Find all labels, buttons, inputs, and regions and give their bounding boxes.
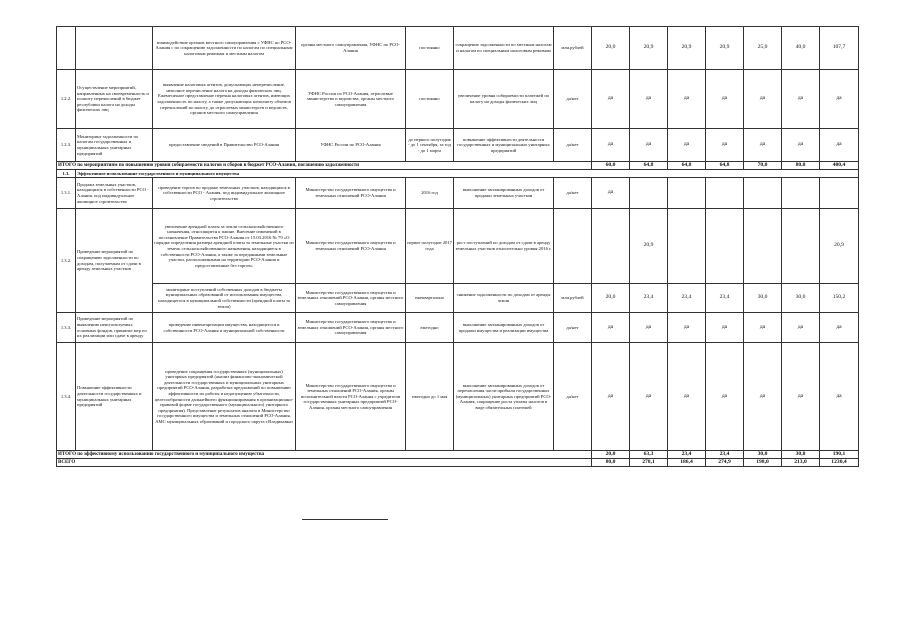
unit-cell: млн.рублей xyxy=(554,27,592,70)
table-row xyxy=(57,70,859,129)
value-cell xyxy=(592,209,630,284)
unit-cell: да/нет xyxy=(554,70,592,129)
result-cell: выполнение запланированных доходов от перечисления части прибыли государственных (муниципальных) унитарных предприятий РСО-Алания, сокращение роста уплаты налогов в виде обязательных платежей xyxy=(454,343,554,451)
footnote-separator xyxy=(302,519,388,520)
row-number: 1.3.3. xyxy=(57,313,76,343)
executor-cell: органы местного самоуправления, УФНС по РСО-Алания xyxy=(296,27,406,70)
value-cell xyxy=(782,178,820,209)
value-cell: да xyxy=(782,343,820,451)
unit-cell: да/нет xyxy=(554,129,592,162)
term-cell: постоянно xyxy=(406,70,454,129)
value-cell: да xyxy=(668,343,706,451)
total-value: 400,4 xyxy=(820,162,859,170)
value-cell: 23,4 xyxy=(630,284,668,313)
action-cell: предоставление сведений в Правительство РСО-Алания xyxy=(153,129,296,162)
value-cell: да xyxy=(706,129,744,162)
value-cell: 107,7 xyxy=(820,27,859,70)
value-cell: да xyxy=(592,129,630,162)
term-cell: до первого полугодия - до 1 сентября, за год - до 1 марта xyxy=(406,129,454,162)
value-cell: да xyxy=(668,129,706,162)
result-cell: выполнение запланированных доходов от продажи земельных участков xyxy=(454,178,554,209)
section-number: 1.3. xyxy=(57,170,76,178)
term-cell: ежегодно до 1 мая xyxy=(406,343,454,451)
subtotal-label: ИТОГО по мероприятиям по повышению уровня собираемости налогов и сборов в бюджет РСО-Алания, погашению задолженности xyxy=(57,162,592,170)
action-cell: мониторинг поступлений собственных доходов в бюджеты муниципальных образований от использования имущества, находящегося в муниципальной собственности (арендной платы за земли) xyxy=(153,284,296,313)
value-cell: 150,2 xyxy=(820,284,859,313)
row-number: 1.2.2. xyxy=(57,70,76,129)
result-cell: выполнение запланированных доходов от продажи имущества и реализации имущества xyxy=(454,313,554,343)
result-cell: снижение задолженности по доходам от аренды земли xyxy=(454,284,554,313)
term-cell: постоянно xyxy=(406,27,454,70)
unit-cell: да/нет xyxy=(554,343,592,451)
value-cell: да xyxy=(782,70,820,129)
value-cell: 20,0 xyxy=(592,284,630,313)
executor-cell: Министерство государственного имущества и земельных отношений РСО-Алания xyxy=(296,178,406,209)
value-cell: 25,0 xyxy=(744,27,782,70)
unit-cell: да/нет xyxy=(554,313,592,343)
value-cell: да xyxy=(630,129,668,162)
value-cell: да xyxy=(820,313,859,343)
value-cell: 20,9 xyxy=(630,27,668,70)
table-row xyxy=(57,178,859,209)
value-cell: 20,9 xyxy=(668,27,706,70)
measure-name xyxy=(76,27,153,70)
total-value: 70,0 xyxy=(744,162,782,170)
action-cell: проведение торгов по продаже земельных участков, находящихся в собственности РСО - Алания, под индивидуальное жилищное строительство xyxy=(153,178,296,209)
subtotal-row xyxy=(57,162,859,170)
total-value: 20,0 xyxy=(592,451,630,459)
value-cell: да xyxy=(744,70,782,129)
action-cell: проведение инвентаризации имущества, находящегося в собственности РСО-Алания и муниципальной собственности xyxy=(153,313,296,343)
value-cell: да xyxy=(592,178,630,209)
total-value: 23,4 xyxy=(668,451,706,459)
measure-name: Проведение мероприятий по выявлению неиспользуемых основных фондов, принятие мер по их реализации или сдаче в аренду xyxy=(76,313,153,343)
term-cell: 2016 год xyxy=(406,178,454,209)
value-cell: да xyxy=(592,313,630,343)
value-cell xyxy=(782,209,820,284)
measure-name: Продажа земельных участков, находящихся в собственности РСО - Алания, под индивидуальное жилищное строительство xyxy=(76,178,153,209)
executor-cell: Министерство государственного имущества и земельных отношений РСО-Алания, органы местного самоуправления xyxy=(296,284,406,313)
value-cell: да xyxy=(782,313,820,343)
result-cell: сокращение задолженности по местным налогам и налогам по специальным налоговым режимам xyxy=(454,27,554,70)
executor-cell: Министерство государственного имущества и земельных отношений РСО-Алания, органы исполнительной власти РСО-Алания с учредители государственных унитарных предприятий РСО-Алания, органы местного самоуправления xyxy=(296,343,406,451)
table-row xyxy=(57,343,859,451)
value-cell xyxy=(706,209,744,284)
grand-total-label: ВСЕГО xyxy=(57,459,592,467)
value-cell: да xyxy=(706,343,744,451)
value-cell: 20,9 xyxy=(706,27,744,70)
measure-name: Повышение эффективности деятельности государственных и муниципальных унитарных предприятий xyxy=(76,343,153,451)
value-cell xyxy=(668,209,706,284)
value-cell xyxy=(706,178,744,209)
result-cell: рост поступлений по доходам от сдачи в аренду земельных участков относительно уровня 2016 г. xyxy=(454,209,554,284)
value-cell: да xyxy=(782,129,820,162)
total-value: 30,0 xyxy=(744,451,782,459)
value-cell: да xyxy=(592,70,630,129)
value-cell: 23,4 xyxy=(706,284,744,313)
value-cell: да xyxy=(668,313,706,343)
document-page xyxy=(56,26,858,467)
total-value: 274,9 xyxy=(706,459,744,467)
table-row xyxy=(57,313,859,343)
section-title: Эффективное использование государственного и муниципального имущества xyxy=(76,170,859,178)
value-cell: да xyxy=(744,129,782,162)
value-cell: да xyxy=(820,343,859,451)
table-row xyxy=(57,209,859,284)
total-value: 186,4 xyxy=(668,459,706,467)
row-number xyxy=(57,27,76,70)
section-row xyxy=(57,170,859,178)
total-value: 213,0 xyxy=(782,459,820,467)
total-value: 1230,4 xyxy=(820,459,859,467)
executor-cell: УФНС России по РСО-Алания, отраслевые министерства и ведомства, органы местного самоуправления xyxy=(296,70,406,129)
measures-table xyxy=(56,26,859,467)
value-cell: да xyxy=(706,70,744,129)
term-cell: ежеквартально xyxy=(406,284,454,313)
value-cell: да xyxy=(668,70,706,129)
total-value: 278,1 xyxy=(630,459,668,467)
value-cell: да xyxy=(820,129,859,162)
total-value: 64,8 xyxy=(706,162,744,170)
unit-cell: млн.рублей xyxy=(554,284,592,313)
executor-cell: Министерство государственного имущества и земельных отношений РСО-Алания, органы местного самоуправления xyxy=(296,313,406,343)
row-number: 1.2.3. xyxy=(57,129,76,162)
value-cell: да xyxy=(630,70,668,129)
table-row xyxy=(57,27,859,70)
measure-name: Осуществление мероприятий, направленных на своевременность и полноту перечислений в бюджет республики налога на доходы физических лиц xyxy=(76,70,153,129)
action-cell: взаимодействие органов местного самоуправления с УФНС по РСО-Алания с по сокращению задолженности по налогам по специальным налоговым режимам и местным налогам xyxy=(153,27,296,70)
value-cell: да xyxy=(630,343,668,451)
value-cell xyxy=(668,178,706,209)
total-value: 64,8 xyxy=(630,162,668,170)
value-cell: да xyxy=(630,313,668,343)
value-cell: 40,0 xyxy=(782,27,820,70)
value-cell: да xyxy=(820,70,859,129)
subtotal-row xyxy=(57,451,859,459)
value-cell: 20,9 xyxy=(630,209,668,284)
total-value: 80,0 xyxy=(592,459,630,467)
action-cell: выявление налоговых агентов, допускающих неперечисление, неполное перечисление налога на доходы физических лиц. Ежемесячное представление перечня налоговых агентов, имеющих задолженность по налогу, а также допускающих неполноту объемов перечислений по налогу, до отраслевых министерств и ведомств, органов местного самоуправления xyxy=(153,70,296,129)
row-number: 1.3.4. xyxy=(57,343,76,451)
measure-name: Проведение мероприятий по сокращению задолженности по доходам, получаемым от сдачи в аренду земельных участков xyxy=(76,209,153,313)
value-cell: да xyxy=(744,313,782,343)
total-value: 23,4 xyxy=(706,451,744,459)
value-cell xyxy=(744,209,782,284)
result-cell: увеличение уровня собираемости платежей по налогу на доходы физических лиц xyxy=(454,70,554,129)
total-value: 64,8 xyxy=(668,162,706,170)
term-cell: первое полугодие 2017 года xyxy=(406,209,454,284)
total-value: 63,3 xyxy=(630,451,668,459)
value-cell xyxy=(744,178,782,209)
value-cell: 30,0 xyxy=(782,284,820,313)
grand-total-row xyxy=(57,459,859,467)
total-value: 60,0 xyxy=(592,162,630,170)
value-cell: 23,4 xyxy=(668,284,706,313)
table-row xyxy=(57,284,859,313)
value-cell: да xyxy=(592,343,630,451)
action-cell: проведение сокращения государственных (муниципальных) унитарных предприятий (анализ финансово-экономической деятельности государственных и муниципальных унитарных предприятий РСО-Алания, разработка предложений по повышению эффективности их работы и недопущению убыточности, целесообразности дальнейшего функционирования в организационно-правовой форме государственного (муниципального) унитарного предприятия). Представление результатов анализа в Министерство государственного имущества и земельных отношений РСО-Алания, АМС муниципальных образований и городского округа г.Владикавказ xyxy=(153,343,296,451)
unit-cell: да/нет xyxy=(554,178,592,209)
action-cell: увеличение арендной платы за земли сельскохозяйственного назначения, относящиеся к пашне. Внесение изменений в постановление Правительства РСО-Алания от 15.03.2016 № 79 «О порядке определения размера арендной платы за земельные участки из земель сельскохозяйственного назначения, находящиеся в собственности РСО-Алания, а также за переданными земельные участки, расположенными на территории РСО-Алания и предоставленные без торгов» xyxy=(153,209,296,284)
value-cell xyxy=(630,178,668,209)
value-cell: 20,0 xyxy=(592,27,630,70)
total-value: 80,0 xyxy=(782,162,820,170)
value-cell: да xyxy=(706,313,744,343)
row-number: 1.3.1. xyxy=(57,178,76,209)
term-cell: ежегодно xyxy=(406,313,454,343)
value-cell: да xyxy=(744,343,782,451)
total-value: 198,0 xyxy=(744,459,782,467)
row-number: 1.3.2. xyxy=(57,209,76,313)
total-value: 190,1 xyxy=(820,451,859,459)
executor-cell: УФНС России по РСО-Алания xyxy=(296,129,406,162)
executor-cell: Министерство государственного имущества и земельных отношений РСО-Алания xyxy=(296,209,406,284)
measure-name: Мониторинг задолженности по налогам государственных и муниципальных унитарных предприятий xyxy=(76,129,153,162)
value-cell: 30,0 xyxy=(744,284,782,313)
total-value: 30,0 xyxy=(782,451,820,459)
subtotal-label: ИТОГО по эффективному использованию государственного и муниципального имущества xyxy=(57,451,592,459)
table-row xyxy=(57,129,859,162)
value-cell: 20,9 xyxy=(820,209,859,284)
value-cell xyxy=(820,178,859,209)
result-cell: повышение эффективности деятельности государственных и муниципальных унитарных предприятий xyxy=(454,129,554,162)
unit-cell xyxy=(554,209,592,284)
